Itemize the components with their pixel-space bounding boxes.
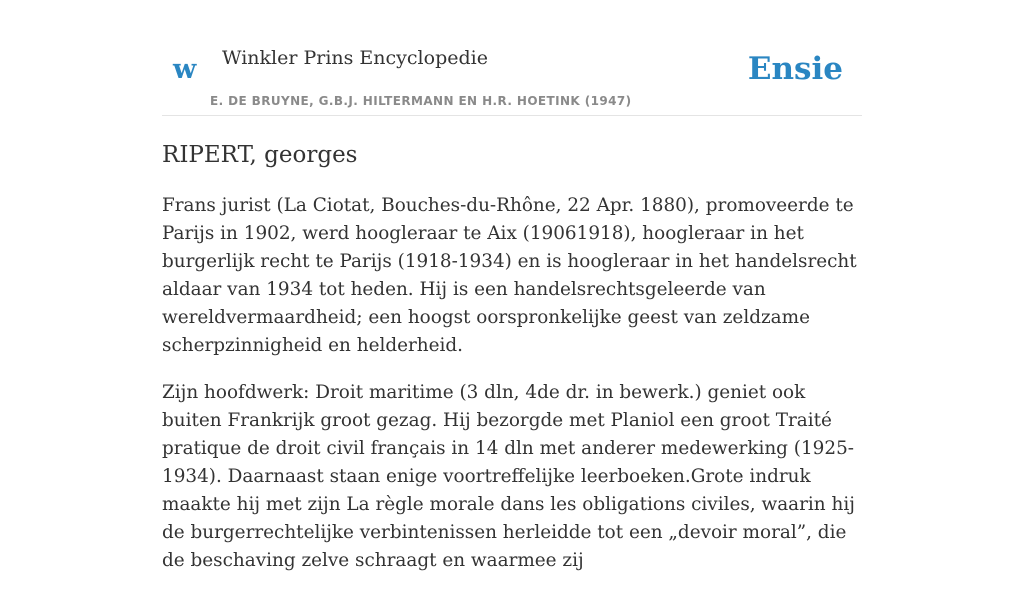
site-header xyxy=(162,0,862,116)
article-paragraph: Zijn hoofdwerk: Droit maritime (3 dln, 4de dr. in bewerk.) geniet ook buiten Frankrijk groot gezag. Hij bezorgde met Planiol een groot Traité pratique de droit civil français in 14 dln met anderer medewerking (1925-1934). Daarnaast staan enige voortreffelijke leerboeken.Grote indruk maakte hij met zijn La règle morale dans les obligations civiles, waarin hij de burgerrechtelijke verbintenissen herleidde tot een „devoir moral”, die de beschaving zelve schraagt en waarmee zij xyxy=(162,382,855,571)
source-authors: E. DE BRUYNE, G.B.J. HILTERMANN EN H.R. HOETINK (1947) xyxy=(210,94,632,108)
article-title: RIPERT, georges xyxy=(162,142,358,168)
site-logo[interactable]: w xyxy=(173,54,197,85)
article-body xyxy=(162,192,862,594)
page xyxy=(162,0,862,571)
site-title[interactable]: Winkler Prins Encyclopedie xyxy=(222,47,488,69)
brand-logo[interactable]: Ensie xyxy=(747,51,843,87)
article-paragraph: Frans jurist (La Ciotat, Bouches-du-Rhône, 22 Apr. 1880), promoveerde te Parijs in 1902, werd hoogleraar te Aix (19061918), hoogleraar in het burgerlijk recht te Parijs (1918-1934) en is hoogleraar in het handelsrecht aldaar van 1934 tot heden. Hij is een handelsrechtsgeleerde van wereldvermaardheid; een hoogst oorspronkelijke geest van zeldzame scherpzinnigheid en helderheid. xyxy=(162,195,857,356)
